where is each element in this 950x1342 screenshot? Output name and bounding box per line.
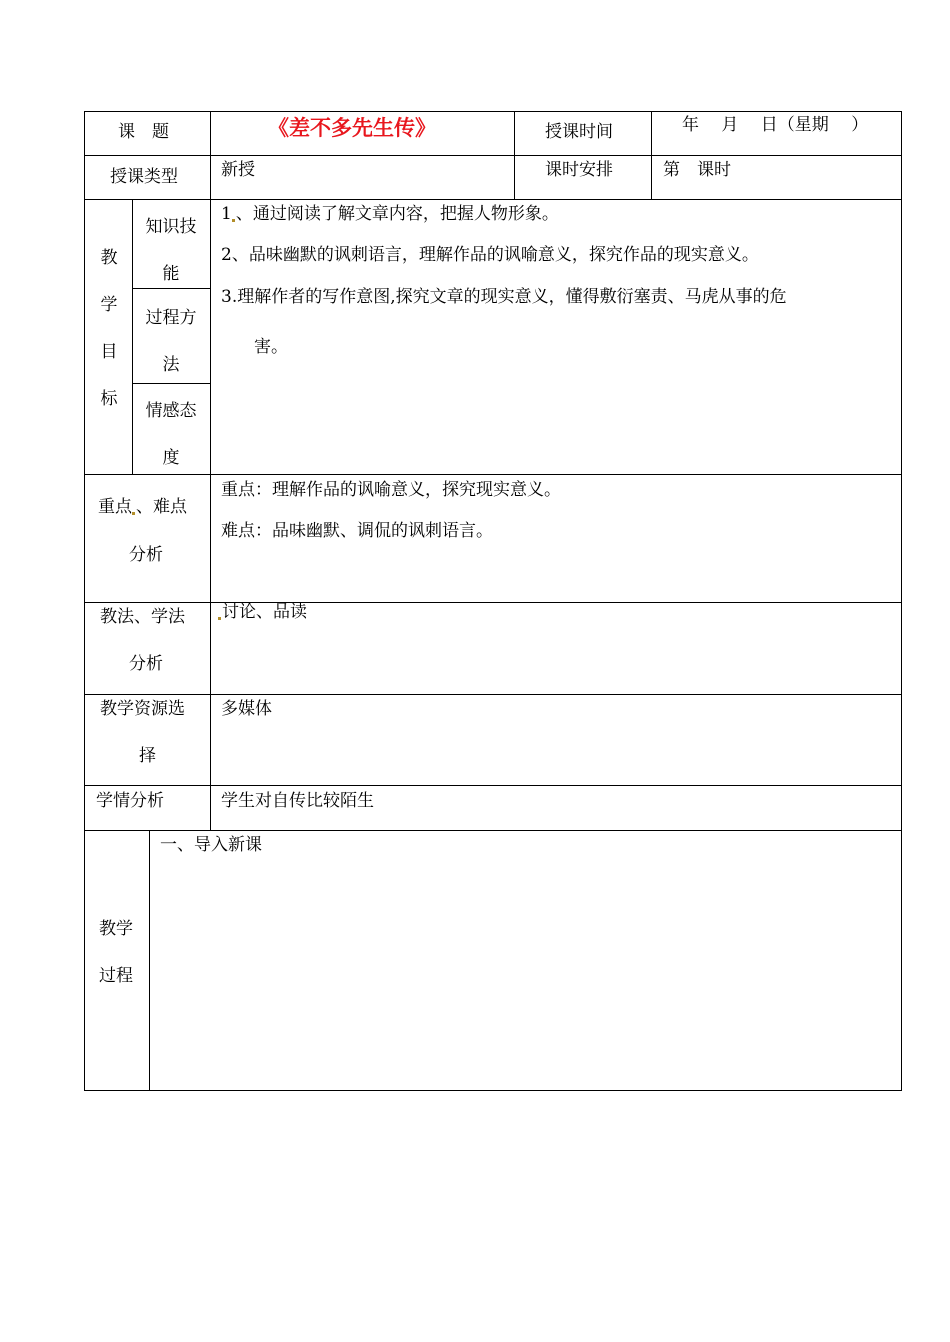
teaching-time-label: 授课时间 bbox=[545, 122, 613, 142]
table-rule bbox=[514, 111, 515, 200]
table-border bbox=[84, 111, 902, 112]
table-rule bbox=[210, 111, 211, 831]
schedule-value: 第 课时 bbox=[663, 160, 731, 180]
lesson-type-value: 新授 bbox=[221, 160, 255, 180]
table-rule bbox=[84, 694, 902, 695]
objective-item-2: 2、品味幽默的讽刺语言，理解作品的讽喻意义，探究作品的现实意义。 bbox=[221, 245, 759, 265]
table-rule bbox=[84, 199, 902, 200]
objective-item-1: 1 、通过阅读了解文章内容，把握人物形象。 bbox=[221, 204, 559, 224]
table-border bbox=[84, 111, 85, 1091]
objectives-label: 教 学 目 标 bbox=[100, 248, 118, 409]
bullet-mark bbox=[132, 512, 135, 515]
keypoints-label-line-2: 分析 bbox=[129, 545, 163, 565]
date-field: 年 月 日（星期 ） bbox=[682, 115, 869, 135]
emotion-attitude-label: 情感态 度 bbox=[145, 401, 197, 468]
keypoints-label-line-1: 重点 、难点 bbox=[98, 497, 187, 517]
learner-analysis-value: 学生对自传比较陌生 bbox=[221, 791, 374, 811]
methods-label-line-1: 教法、学法 bbox=[100, 607, 185, 627]
process-method-label: 过程方 法 bbox=[145, 308, 197, 375]
table-rule bbox=[84, 830, 902, 831]
resources-label-line-2: 择 bbox=[139, 746, 156, 766]
table-rule bbox=[84, 602, 902, 603]
table-rule bbox=[149, 830, 150, 1091]
process-label-line-2: 过程 bbox=[99, 966, 133, 986]
learner-analysis-label: 学情分析 bbox=[96, 791, 164, 811]
table-border bbox=[901, 111, 902, 1091]
knowledge-skills-label: 知识技 能 bbox=[145, 217, 197, 284]
table-rule bbox=[84, 785, 902, 786]
process-label-line-1: 教学 bbox=[99, 919, 133, 939]
schedule-label: 课时安排 bbox=[545, 160, 613, 180]
methods-label-line-2: 分析 bbox=[129, 654, 163, 674]
topic-label: 课 题 bbox=[118, 122, 169, 142]
bullet-mark bbox=[218, 617, 221, 620]
objective-item-3-line-2: 害。 bbox=[254, 337, 288, 357]
objective-item-3-line-1: 3.理解作者的写作意图,探究文章的现实意义，懂得敷衍塞责、马虎从事的危 bbox=[221, 287, 787, 307]
table-rule bbox=[651, 111, 652, 200]
lesson-title: 《差不多先生传》 bbox=[268, 116, 436, 140]
difficult-point: 难点：品味幽默、调侃的讽刺语言。 bbox=[221, 521, 493, 541]
table-border bbox=[84, 1090, 902, 1091]
methods-value: 讨论、品读 bbox=[218, 602, 307, 622]
process-step-1: 一、导入新课 bbox=[160, 835, 262, 855]
resources-value: 多媒体 bbox=[221, 699, 272, 719]
lesson-type-label: 授课类型 bbox=[110, 167, 178, 187]
table-rule bbox=[84, 155, 902, 156]
resources-label-line-1: 教学资源选 bbox=[100, 699, 185, 719]
key-point: 重点：理解作品的讽喻意义，探究现实意义。 bbox=[221, 480, 561, 500]
bullet-mark bbox=[232, 219, 235, 222]
